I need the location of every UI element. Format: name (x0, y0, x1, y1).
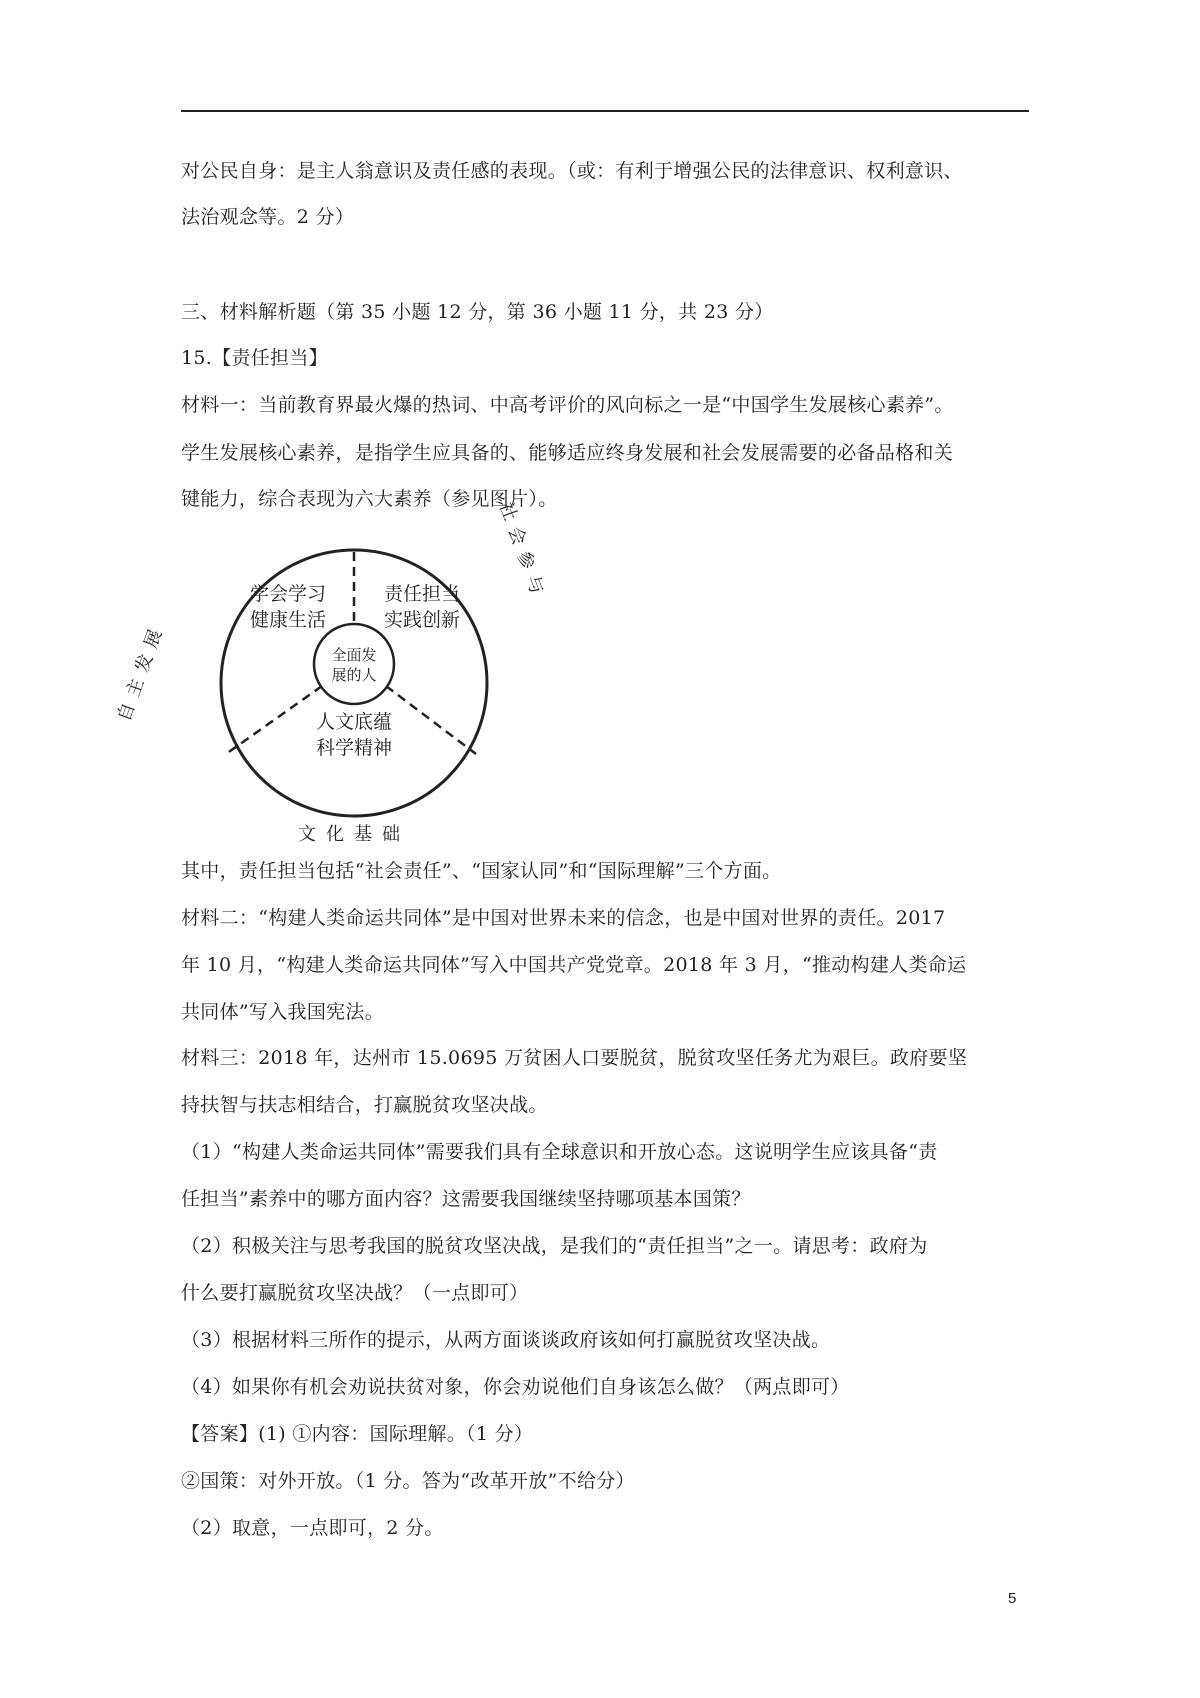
question-1-cont: 任担当”素养中的哪方面内容？这需要我国继续坚持哪项基本国策？ (181, 1188, 751, 1210)
top-left-line-1: 学会学习 (249, 583, 327, 605)
question-2: （2）积极关注与思考我国的脱贫攻坚决战，是我们的“责任担当”之一。请思考：政府为 (181, 1235, 928, 1257)
text-line: 材料三：2018 年，达州市 15.0695 万贫困人口要脱贫，脱贫攻坚任务尤为艰巨。政府要坚 (181, 1047, 968, 1069)
divider-right (386, 686, 476, 754)
center-line-2: 展的人 (331, 666, 377, 684)
question-3: （3）根据材料三所作的提示，从两方面谈谈政府该如何打赢脱贫攻坚决战。 (181, 1329, 831, 1351)
text-line: 持扶智与扶志相结合，打赢脱贫攻坚决战。 (181, 1094, 548, 1116)
page-number: 5 (1008, 1590, 1017, 1607)
text-line: 法治观念等。2 分） (181, 206, 355, 228)
top-left-line-2: 健康生活 (249, 609, 327, 631)
bottom-line-1: 人文底蕴 (315, 711, 393, 733)
text-line: 年 10 月，“构建人类命运共同体”写入中国共产党党章。2018 年 3 月，“推动构建人类命运 (181, 954, 967, 976)
text-line: 对公民自身：是主人翁意识及责任感的表现。（或：有利于增强公民的法律意识、权利意识、 (181, 160, 963, 182)
section-heading: 三、材料解析题（第 35 小题 12 分，第 36 小题 11 分，共 23 分） (181, 301, 774, 323)
divider-left (226, 686, 322, 754)
text-line: 其中，责任担当包括“社会责任”、“国家认同”和“国际理解”三个方面。 (181, 860, 782, 882)
bottom-line-2: 科学精神 (315, 737, 393, 759)
answer-2: （2）取意，一点即可，2 分。 (181, 1517, 444, 1539)
outer-bottom-label: 文化基础 (298, 824, 410, 845)
inner-circle (314, 624, 394, 704)
text-line: 材料一：当前教育界最火爆的热词、中高考评价的风向标之一是“中国学生发展核心素养”。 (181, 394, 954, 416)
center-line-1: 全面发 (331, 646, 377, 664)
outer-left-label: 自主发展 (113, 619, 170, 725)
text-line: 材料二：“构建人类命运共同体”是中国对世界未来的信念，也是中国对世界的责任。2017 (181, 907, 946, 929)
answer-1-cont: ②国策：对外开放。（1 分。答为“改革开放”不给分） (181, 1470, 635, 1492)
question-1: （1）“构建人类命运共同体”需要我们具有全球意识和开放心态。这说明学生应该具备“责 (181, 1141, 938, 1163)
core-competency-diagram (113, 499, 551, 846)
top-right-line-1: 责任担当 (383, 583, 461, 605)
question-4: （4）如果你有机会劝说扶贫对象，你会劝说他们自身该怎么做？（两点即可） (181, 1376, 850, 1398)
question-2-cont: 什么要打赢脱贫攻坚决战？（一点即可） (181, 1282, 529, 1304)
answer-1: 【答案】(1) ①内容：国际理解。（1 分） (181, 1423, 534, 1445)
question-title: 15.【责任担当】 (181, 347, 328, 369)
text-line: 学生发展核心素养，是指学生应具备的、能够适应终身发展和社会发展需要的必备品格和关 (181, 442, 954, 464)
text-line: 键能力，综合表现为六大素养（参见图片）。 (181, 488, 558, 510)
header-rule (181, 110, 1029, 112)
top-right-line-2: 实践创新 (383, 609, 461, 631)
text-line: 共同体”写入我国宪法。 (181, 1001, 385, 1023)
outer-right-label: 社会参与 (494, 499, 551, 605)
